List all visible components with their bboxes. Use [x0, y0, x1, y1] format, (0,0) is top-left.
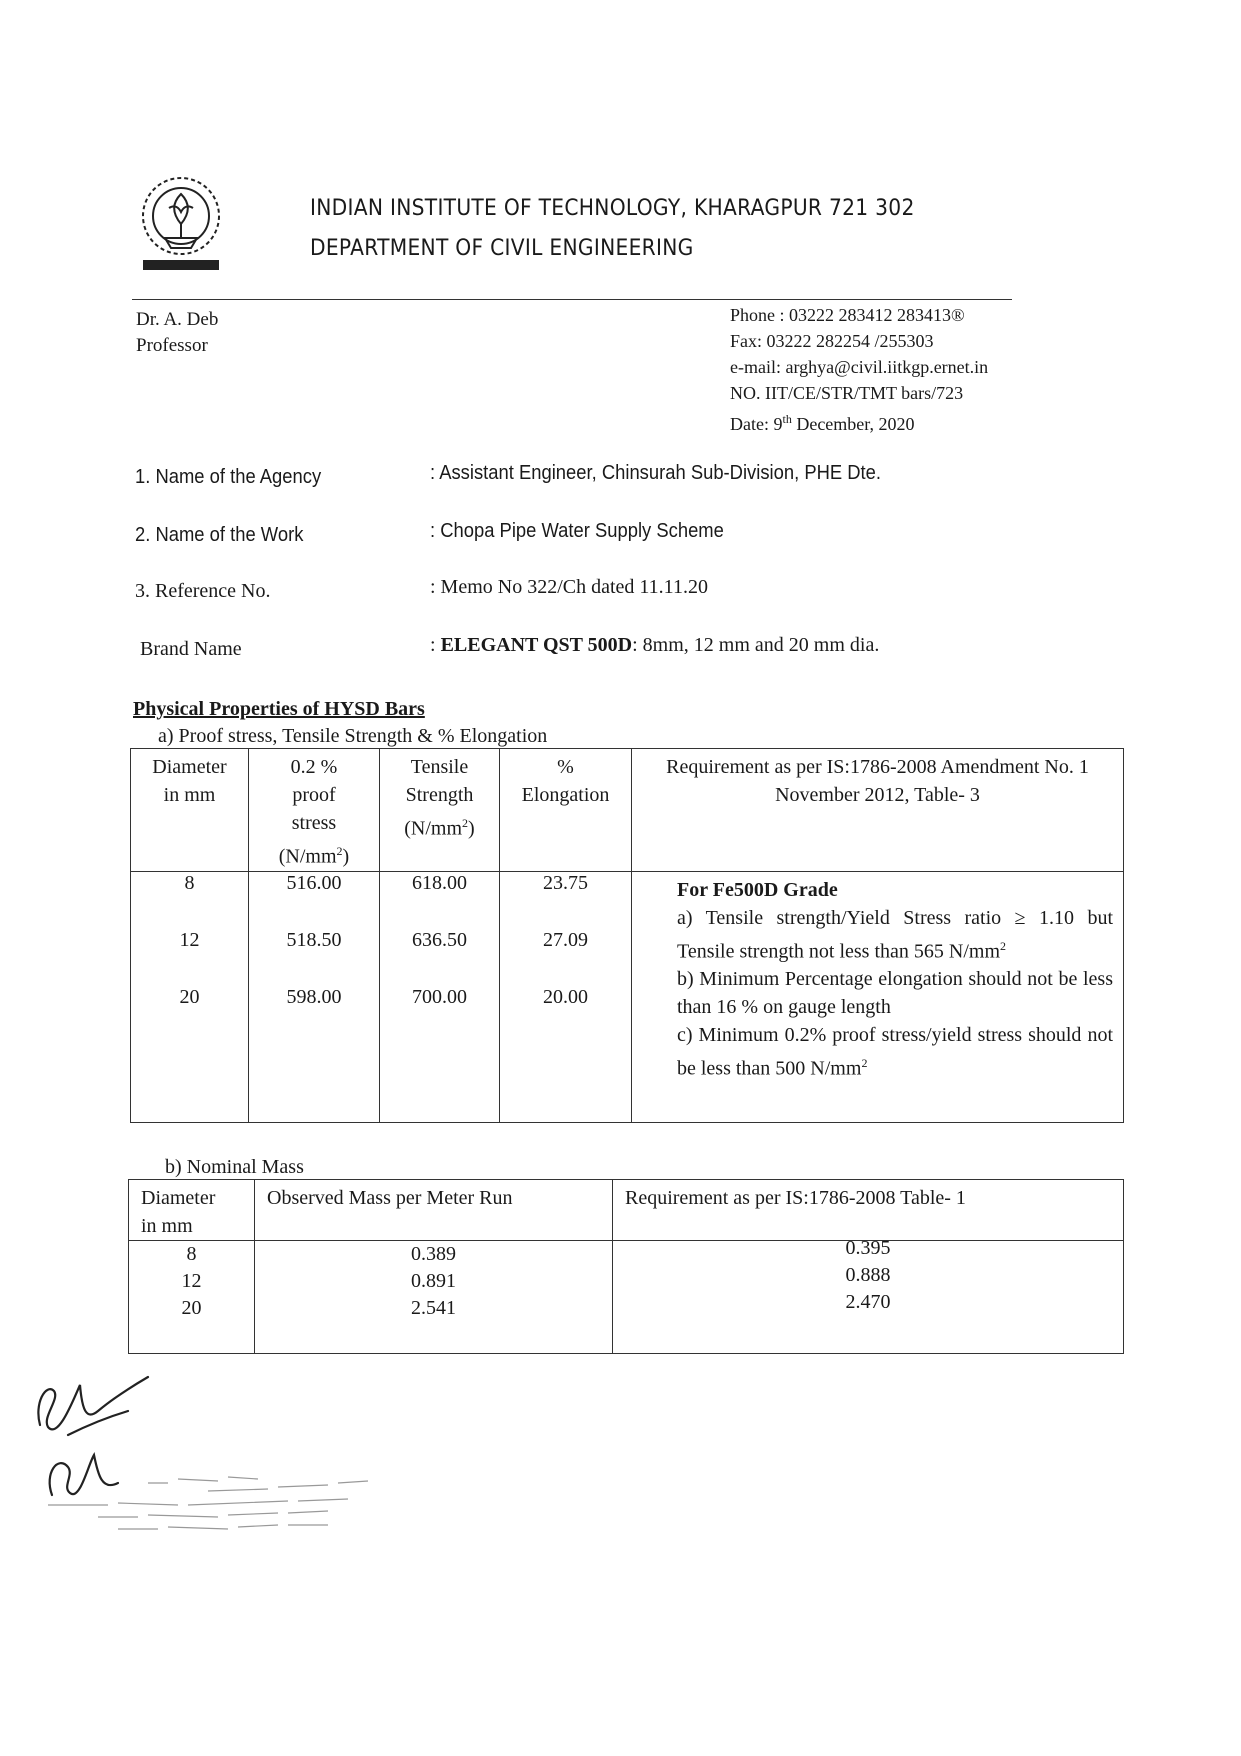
requirement-text — [632, 871, 1124, 1122]
table-cell: 518.50 — [286, 928, 342, 951]
table-cell: 0.389 — [411, 1243, 456, 1265]
table-cell: 23.75 — [543, 871, 588, 894]
table-cell: 700.00 — [412, 985, 467, 1008]
requirement-c: c) Minimum 0.2% proof stress/yield stress should not be less than 500 $N/mm^2$ — [677, 1024, 1113, 1080]
contact-block — [730, 302, 988, 437]
letter-date: Date: 9th December, 2020 — [730, 412, 915, 434]
work-label: 2. Name of the Work — [135, 524, 304, 546]
diameter-column — [129, 1241, 255, 1354]
table-header-row — [129, 1180, 1124, 1241]
grade-label: For Fe500D Grade — [677, 878, 838, 901]
observed-column — [255, 1241, 613, 1354]
header-diameter: Diameter in mm — [129, 1180, 255, 1241]
header-proof-stress: 0.2 % proof stress $(N/mm^2)$ — [249, 749, 380, 872]
header-required-mass: Requirement as per IS:1786-2008 Table- 1 — [613, 1180, 1124, 1241]
institute-name: INDIAN INSTITUTE OF TECHNOLOGY, KHARAGPUR 721 302 — [310, 196, 915, 221]
table-cell: 12 — [179, 928, 200, 951]
table-cell: 8 — [184, 871, 195, 894]
fax: Fax: 03222 282254 /255303 — [730, 331, 934, 351]
table-cell: 27.09 — [543, 928, 588, 951]
properties-table — [130, 748, 1124, 1123]
iit-kharagpur-emblem — [135, 168, 227, 276]
nominal-mass-table — [128, 1179, 1124, 1354]
brand-label: Brand Name — [140, 638, 242, 660]
phone: Phone : 03222 283412 283413® — [730, 305, 965, 325]
section-title: Physical Properties of HYSD Bars — [133, 698, 425, 720]
reference-number: NO. IIT/CE/STR/TMT bars/723 — [730, 383, 964, 403]
agency-label: 1. Name of the Agency — [135, 466, 322, 488]
header-requirement: Requirement as per IS:1786-2008 Amendment No. 1 November 2012, Table- 3 — [632, 749, 1124, 872]
diameter-column — [131, 871, 249, 1122]
table-cell: 2.541 — [411, 1297, 456, 1319]
table-cell: 20.00 — [543, 985, 588, 1008]
requirement-b: b) Minimum Percentage elongation should not be less than 16 % on gauge length — [677, 968, 1113, 1019]
header-elongation: % Elongation — [500, 749, 632, 872]
table-body-row — [129, 1241, 1124, 1354]
work-value: : Chopa Pipe Water Supply Scheme — [430, 520, 724, 542]
table-cell: 0.888 — [845, 1264, 891, 1286]
agency-value: : Assistant Engineer, Chinsurah Sub-Division, PHE Dte. — [430, 462, 882, 484]
table-cell: 8 — [186, 1243, 197, 1265]
proof-column — [249, 871, 380, 1122]
sender-title: Professor — [136, 335, 208, 356]
department-name: DEPARTMENT OF CIVIL ENGINEERING — [310, 236, 694, 261]
header-observed-mass: Observed Mass per Meter Run — [255, 1180, 613, 1241]
reference-label: 3. Reference No. — [135, 580, 271, 602]
header-tensile-strength: Tensile Strength $(N/mm^2)$ — [380, 749, 500, 872]
table-b-caption: b) Nominal Mass — [165, 1156, 304, 1178]
table-cell: 2.470 — [845, 1291, 891, 1313]
elongation-column — [500, 871, 632, 1122]
table-cell: 20 — [179, 985, 200, 1008]
tensile-column — [380, 871, 500, 1122]
table-header-row — [131, 749, 1124, 872]
table-cell: 598.00 — [286, 985, 342, 1008]
table-a-caption: a) Proof stress, Tensile Strength & % Elongation — [158, 725, 548, 747]
email: e-mail: arghya@civil.iitkgp.ernet.in — [730, 357, 989, 377]
table-cell: 516.00 — [286, 871, 342, 894]
required-column — [613, 1235, 1124, 1348]
brand-value: : ELEGANT QST 500D: 8mm, 12 mm and 20 mm dia. — [430, 634, 880, 656]
reference-value: : Memo No 322/Ch dated 11.11.20 — [430, 576, 708, 598]
table-body-row — [131, 871, 1124, 1122]
requirement-a: a) Tensile strength/Yield Stress ratio ≥ 1.10 but Tensile strength not less than 565 $N/mm^2$ — [677, 906, 1113, 963]
table-cell: 12 — [181, 1270, 202, 1292]
table-cell: 0.891 — [411, 1270, 456, 1292]
table-cell: 20 — [181, 1297, 202, 1319]
table-cell: 0.395 — [845, 1237, 891, 1259]
header-diameter: Diameter in mm — [131, 749, 249, 872]
signature-stamp — [28, 1355, 388, 1535]
sender-name: Dr. A. Deb — [136, 309, 219, 330]
table-cell: 618.00 — [412, 871, 467, 894]
header-divider — [132, 299, 1012, 300]
table-cell: 636.50 — [412, 928, 467, 951]
